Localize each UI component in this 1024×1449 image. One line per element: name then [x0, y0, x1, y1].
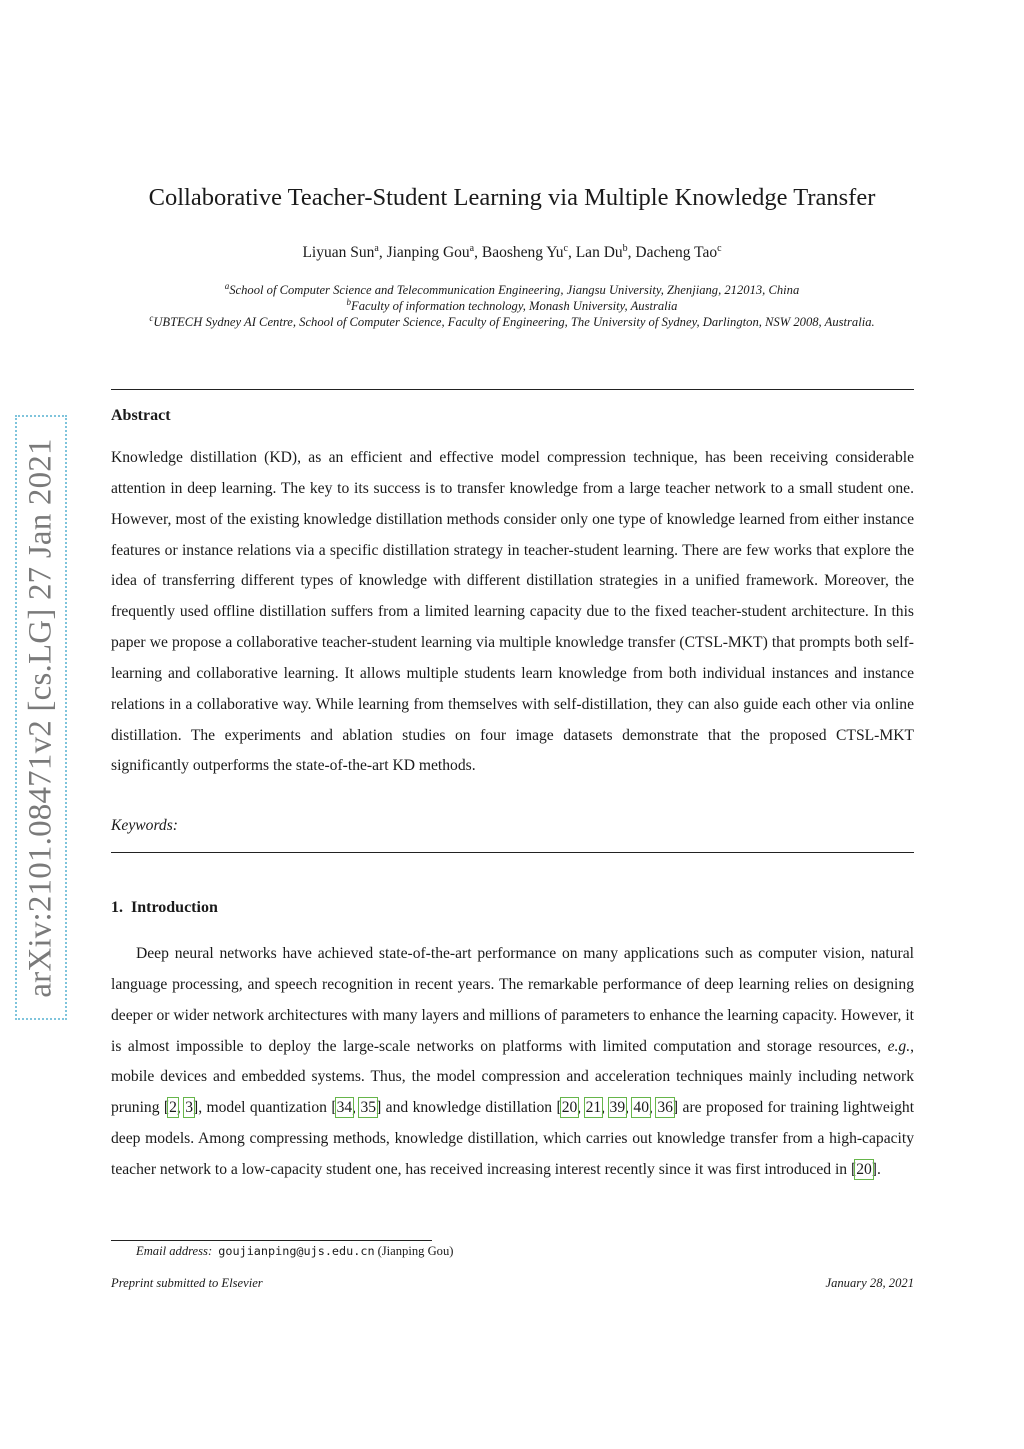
section-heading	[111, 899, 218, 917]
affiliation-text: School of Computer Science and Telecommunication Engineering, Jiangsu University, Zhenjiang, 212013, China	[229, 283, 800, 298]
intro-text: ] and knowledge distillation [	[376, 1099, 562, 1117]
affiliation	[0, 297, 1024, 314]
affiliation-mark: b	[346, 297, 351, 307]
author-affil-mark: b	[622, 243, 628, 254]
citation-link[interactable]: 20	[856, 1160, 872, 1178]
author-name: Liyuan Sun	[302, 244, 375, 262]
section-number: 1.	[111, 899, 123, 916]
email-address-link[interactable]: goujianping@ujs.edu.cn	[218, 1244, 375, 1258]
author-affil-mark: c	[717, 243, 722, 254]
abstract-top-rule	[111, 389, 914, 390]
intro-text: Deep neural networks have achieved state-of-the-art performance on many applications such as computer vision, natural language processing, and speech recognition in recent years. The remarkable performance of deep learning relies on designing deeper or wider network architectures with many layers and millions of parameters to enhance the learning capacity. However, it is almost impossible to deploy the large-scale networks on platforms with limited computation and storage resources,	[111, 945, 914, 1055]
introduction-paragraph: Deep neural networks have achieved state-of-the-art performance on many applications such as computer vision, natural language processing, and speech recognition in recent years. The remarkable performance of deep learning relies on designing deeper or wider network architectures with many layers and millions of parameters to enhance the learning capacity. However, it is almost impossible to deploy the large-scale networks on platforms with limited computation and storage resources, e.g., mobile devices and embedded systems. Thus, the model compression and acceleration techniques mainly including network pruning [2, 3], model quantization [34, 35] and knowledge distillation [20, 21, 39, 40, 36] are proposed for training lightweight deep models. Among compressing methods, knowledge distillation, which carries out knowledge transfer from a high-capacity teacher network to a low-capacity student one, has received increasing interest recently since it was first introduced in [20].	[111, 945, 915, 1178]
citation-link[interactable]: 34	[336, 1099, 353, 1117]
arxiv-stamp-text: arXiv:2101.08471v2 [cs.LG] 27 Jan 2021	[22, 437, 59, 998]
citation-link[interactable]: 35	[360, 1099, 377, 1117]
citation-link[interactable]: 20	[561, 1099, 578, 1117]
affiliation-text: UBTECH Sydney AI Centre, School of Computer Science, Faculty of Engineering, The University of Sydney, Darlington, NSW 2008, Australia.	[153, 315, 875, 330]
keywords-label: Keywords:	[111, 817, 178, 834]
section-title: Introduction	[131, 899, 218, 916]
intro-text: , mobile devices and embedded systems. Thus, the model compression and acceleration techniques mainly including network pruning [	[111, 1037, 914, 1117]
intro-text: ], model quantization [	[193, 1099, 337, 1117]
footnote-rule	[111, 1240, 432, 1241]
affiliation-mark: a	[224, 281, 230, 291]
footnote-email	[136, 1244, 453, 1259]
citation-link[interactable]: 21	[585, 1099, 602, 1117]
citation-link[interactable]: 2	[169, 1099, 177, 1117]
arxiv-stamp	[15, 415, 67, 1020]
author-name: Baosheng Yu	[481, 244, 564, 262]
abstract-heading: Abstract	[111, 407, 171, 424]
author-name: Jianping Gou	[386, 244, 470, 262]
author-name: Lan Du	[575, 244, 623, 262]
email-owner: (Jianping Gou)	[377, 1244, 454, 1258]
footer-date: January 28, 2021	[825, 1276, 914, 1290]
preprint-note: Preprint submitted to Elsevier	[111, 1276, 263, 1290]
abstract-bottom-rule	[111, 852, 914, 853]
paper-title: Collaborative Teacher-Student Learning via Multiple Knowledge Transfer	[148, 184, 876, 211]
intro-text: ] are proposed for training lightweight deep models. Among compressing methods, knowledge distillation, which carries out knowledge transfer from a high-capacity teacher network to a low-capacity student one, has received increasing interest recently since it was first introduced in [	[111, 1099, 915, 1178]
affiliation	[0, 281, 1024, 298]
affiliation	[0, 313, 1024, 330]
author-affil-mark: a	[374, 243, 379, 254]
citation-link[interactable]: 36	[657, 1099, 673, 1117]
intro-text-italic: e.g.	[887, 1037, 911, 1055]
author-name: Dacheng Tao	[635, 244, 718, 262]
author-affil-mark: c	[563, 243, 568, 254]
affiliation-text: Faculty of information technology, Monash University, Australia	[351, 299, 678, 314]
abstract-text: Knowledge distillation (KD), as an efficient and effective model compression technique, has been receiving considerable attention in deep learning. The key to its success is to transfer knowledge from a large teacher network to a small student one. However, most of the existing knowledge distillation methods consider only one type of knowledge learned from either instance features or instance relations via a specific distillation strategy in teacher-student learning. There are few works that explore the idea of transferring different types of knowledge with different distillation strategies in a unified framework. Moreover, the frequently used offline distillation suffers from a limited learning capacity due to the fixed teacher-student architecture. In this paper we propose a collaborative teacher-student learning via multiple knowledge transfer (CTSL-MKT) that prompts both self-learning and collaborative learning. It allows multiple students learn knowledge from both individual instances and instance relations in a collaborative way. While learning from themselves with self-distillation, they can also guide each other via online distillation. The experiments and ablation studies on four image datasets demonstrate that the proposed CTSL-MKT significantly outperforms the state-of-the-art KD methods.	[111, 449, 914, 775]
author-affil-mark: a	[469, 243, 475, 254]
citation-link[interactable]: 40	[633, 1099, 650, 1117]
affiliation-mark: c	[149, 313, 154, 323]
citation-link[interactable]: 39	[609, 1099, 626, 1117]
intro-text: ].	[871, 1160, 881, 1178]
email-label: Email address:	[136, 1244, 213, 1258]
citation-link[interactable]: 3	[185, 1099, 194, 1117]
author-list: Liyuan Sun$^a$, Jianping Gou$^a$, Baosheng Yu$^c$, Lan Du$^b$, Dacheng Tao$^c$	[302, 243, 722, 262]
